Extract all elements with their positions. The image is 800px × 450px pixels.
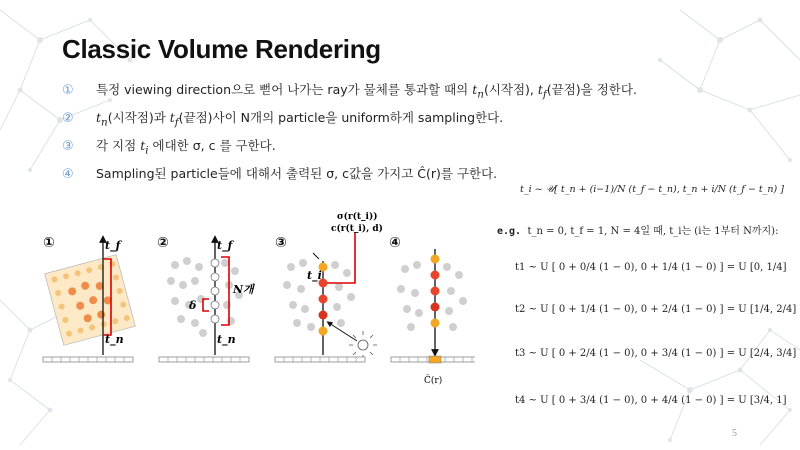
row-expression: ~ U [ 0 + 0/4 (1 − 0), 0 + 1/4 (1 − 0) ] = U [525,262,750,273]
row-lhs: t3 [515,348,526,359]
bullet-text: (시작점), [483,82,538,97]
row-expression: ~ U [ 0 + 3/4 (1 − 0), 0 + 4/4 (1 − 0) ] = U [525,395,750,406]
math-sub: n [477,88,484,101]
row-result: [2/4, 3/4] [749,348,797,359]
row-lhs: t1 [515,262,526,273]
math-var: t [537,82,543,97]
label-tn: t_n [217,333,236,346]
bullet-3 [62,136,276,157]
panel-label: ③ [275,235,287,251]
bullet-number: ① [62,83,74,98]
sampling-formula: t_i ~ 𝒰[ t_n + (i−1)/N (t_f − t_n), t_n + i/N (t_f − t_n) ] [520,184,784,195]
row-result: [3/4, 1] [749,395,787,406]
bullet-text: (끝점)을 정한다. [546,82,637,97]
label-n-samples: N개 [233,283,254,296]
example-line [497,222,778,237]
panel-4 [389,235,475,386]
math-var: t [140,138,146,153]
label-tf: t_f [217,239,233,252]
panel-2 [157,235,255,362]
row-lhs: t4 [515,395,526,406]
bullet-text: 특정 viewing direction으로 뻗어 나가는 ray가 물체를 통과할 때의 [96,82,473,97]
panel-1 [43,235,135,362]
row-lhs: t2 [515,304,526,315]
row-result: [0, 1/4] [749,262,787,273]
math-var: t [169,110,175,125]
bullet-1 [62,80,637,101]
bullet-4 [62,164,497,182]
bullet-text: 에대한 σ, c 를 구한다. [148,138,276,153]
interval-row [515,348,796,359]
row-expression: ~ U [ 0 + 2/4 (1 − 0), 0 + 3/4 (1 − 0) ] = U [525,348,750,359]
bullet-text: 각 지점 [96,138,141,153]
bullet-number: ④ [62,167,74,182]
bullet-2 [62,108,503,129]
bullet-text: (시작점)과 [107,110,170,125]
label-delta: δ [189,299,197,312]
interval-row [515,304,796,315]
label-tn: t_n [105,333,124,346]
label-color: c(r(t_i), d) [331,224,383,234]
math-var: t [96,110,102,125]
bullet-number: ② [62,111,74,126]
page-number: 5 [732,428,737,439]
math-var: t [472,82,478,97]
panel-label: ② [157,235,169,251]
math-sub: f [174,116,179,129]
interval-row [515,395,787,406]
bullet-text: Sampling된 particle들에 대해서 출력된 σ, c값을 가지고 Ĉ(r)를 구한다. [96,166,498,181]
example-prefix: e.g. [497,226,522,237]
math-sub: n [101,116,108,129]
math-sub: i [145,144,149,157]
label-chat: Ĉ(r) [424,376,443,386]
bullet-number: ③ [62,139,74,154]
bullet-text: (끝점)사이 N개의 particle을 uniform하게 sampling한다. [178,110,504,125]
panel-3 [275,211,383,362]
panel-label: ① [43,235,55,251]
label-tf: t_f [105,239,121,252]
slide-title: Classic Volume Rendering [62,34,381,64]
volume-rendering-figure [35,205,475,395]
panel-label: ④ [389,235,401,251]
label-ti: t_i [307,269,322,282]
example-text: t_n = 0, t_f = 1, N = 4일 때, t_i는 (i는 1부터 N까지): [527,226,779,237]
interval-row [515,262,787,273]
row-result: [1/4, 2/4] [749,304,797,315]
label-sigma: σ(r(t_i)) [337,212,378,222]
math-sub: f [542,88,547,101]
row-expression: ~ U [ 0 + 1/4 (1 − 0), 0 + 2/4 (1 − 0) ] = U [525,304,750,315]
